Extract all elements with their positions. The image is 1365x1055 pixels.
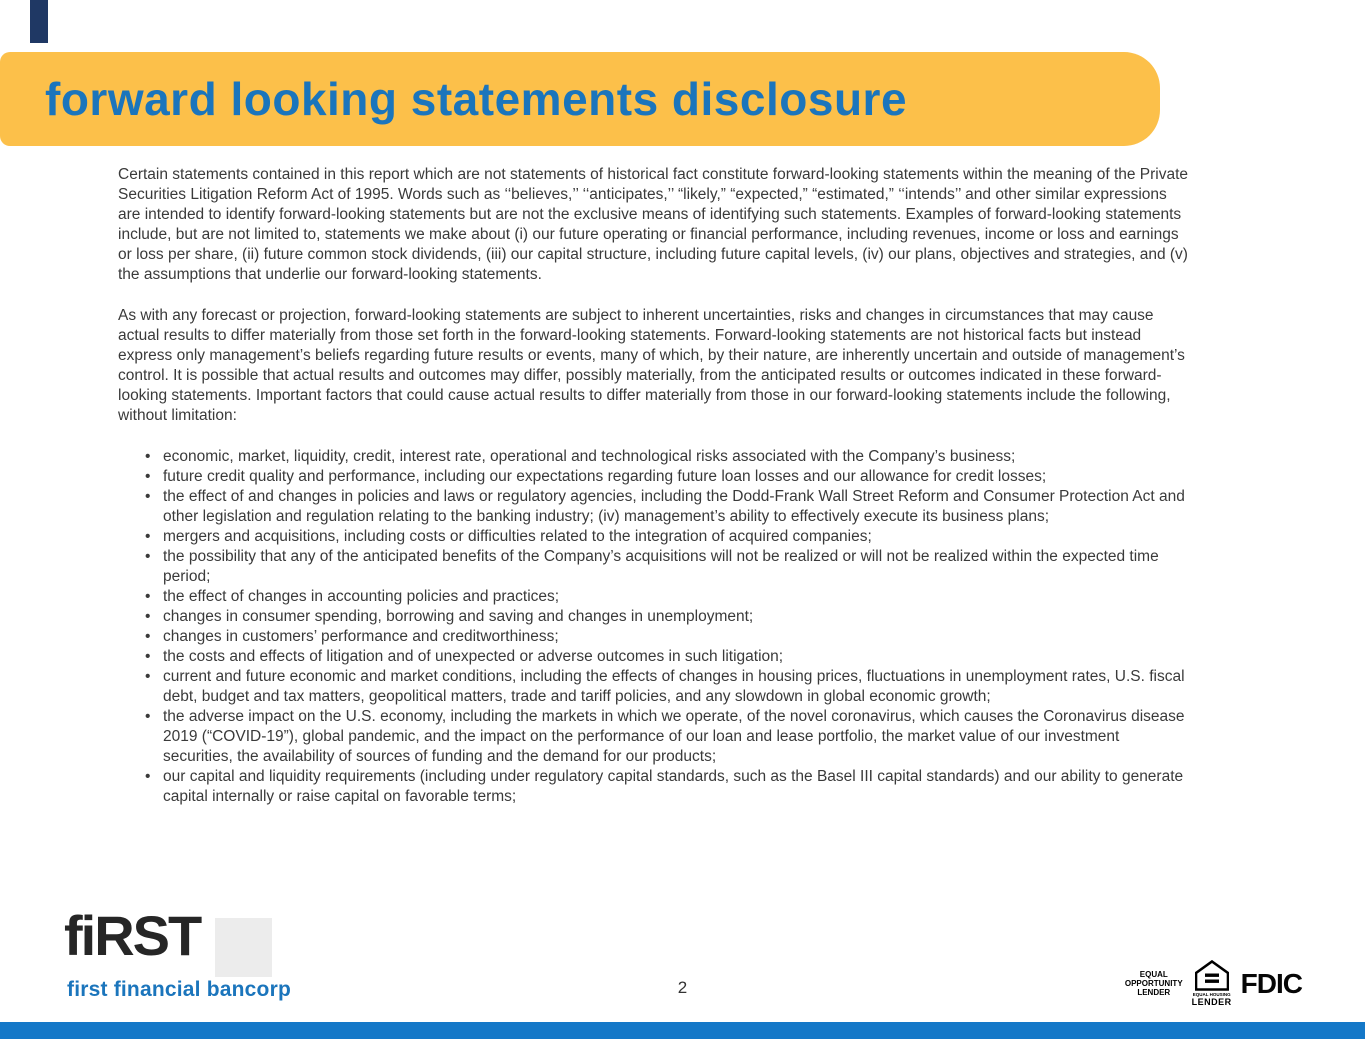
bottom-accent-bar [0,1022,1365,1039]
bullet-item: • our capital and liquidity requirements (including under regulatory capital standards, such as the Basel III capital standards) and our ability to generate capital internally or raise capital on favorable terms; [140,767,1193,807]
footer-compliance-marks [1125,960,1302,1007]
bullet-item: • the possibility that any of the anticipated benefits of the Company’s acquisitions will not be realized or will not be realized within the expected time period; [140,547,1193,587]
bullet-item: • mergers and acquisitions, including costs or difficulties related to the integration of acquired companies; [140,527,1193,547]
fdic-logo: FDIC [1240,967,1302,999]
bullet-item: • current and future economic and market conditions, including the effects of changes in housing prices, fluctuations in unemployment rates, U.S. fiscal debt, budget and tax matters, geopolitical matters, trade and tariff policies, and any slowdown in global economic growth; [140,667,1193,707]
page-number: 2 [677,978,688,997]
paragraph-2: As with any forecast or projection, forward-looking statements are subject to inherent uncertainties, risks and changes in circumstances that may cause actual results to differ materially from those set forth in the forward-looking statements. Forward-looking statements are not historical facts but instead express only management’s beliefs regarding future results or events, many of which, by their nature, are inherently uncertain and outside of management’s control. It is possible that actual results and outcomes may differ, possibly materially, from the anticipated results or outcomes indicated in these forward-looking statements. Important factors that could cause actual results to differ materially from those in our forward-looking statements include the following, without limitation: [118,307,1185,424]
page-title: forward looking statements disclosure [45,73,908,125]
logo-gray-block [215,918,272,977]
logo-wordmark: fiRST [64,904,201,967]
corner-tab [30,0,48,43]
bullet-item: • changes in customers’ performance and creditworthiness; [140,627,1193,647]
bullet-item: • the effect of and changes in policies and laws or regulatory agencies, including the Dodd-Frank Wall Street Reform and Consumer Protection Act and other legislation and regulation relating to the banking industry; (iv) management’s ability to effectively execute its business plans; [140,487,1193,527]
bullet-item: • the costs and effects of litigation and of unexpected or adverse outcomes in such litigation; [140,647,1193,667]
logo-subtitle: first financial bancorp [67,978,291,1001]
equal-housing-top-label: EQUAL HOUSING [1192,992,1231,997]
eol-line: OPPORTUNITY [1124,979,1183,988]
bullet-item: • the effect of changes in accounting policies and practices; [140,587,1193,607]
risk-factor-list [118,447,1193,807]
bullet-item: • economic, market, liquidity, credit, interest rate, operational and technological risks associated with the Company’s business; [140,447,1193,467]
bullet-item: • changes in consumer spending, borrowing and saving and changes in unemployment; [140,607,1193,627]
bullet-item: • the adverse impact on the U.S. economy, including the markets in which we operate, of the novel coronavirus, which causes the Coronavirus disease 2019 (“COVID-19”), global pandemic, and the impact on the performance of our loan and lease portfolio, the market value of our investment securities, the availability of sources of funding and the demand for our products; [140,707,1193,767]
eol-line: LENDER [1137,988,1171,997]
body-copy [118,165,1193,807]
paragraph-1: Certain statements contained in this report which are not statements of historical fact constitute forward-looking statements within the meaning of the Private Securities Litigation Reform Act of 1995. Words such as ‘‘believes,’’ ‘‘anticipates,’’ “likely,” “expected,” “estimated,” ‘‘intends’’ and other similar expressions are intended to identify forward-looking statements but are not the exclusive means of identifying such statements. Examples of forward-looking statements include, but are not limited to, statements we make about (i) our future operating or financial performance, including revenues, income or loss and earnings or loss per share, (ii) future common stock dividends, (iii) our capital structure, including future capital levels, (iv) our plans, objectives and strategies, and (v) the assumptions that underlie our forward-looking statements. [118,166,1189,283]
bullet-item: • future credit quality and performance, including our expectations regarding future loan losses and our allowance for credit losses; [140,467,1193,487]
equal-housing-bottom-label: LENDER [1191,997,1232,1007]
eol-line: EQUAL [1139,970,1168,979]
title-band [0,52,1160,146]
equal-housing-lender-mark [1192,960,1232,1007]
company-logo [64,904,201,967]
equal-opportunity-lender-text [1125,970,1183,997]
equal-housing-house-icon [1192,960,1231,997]
